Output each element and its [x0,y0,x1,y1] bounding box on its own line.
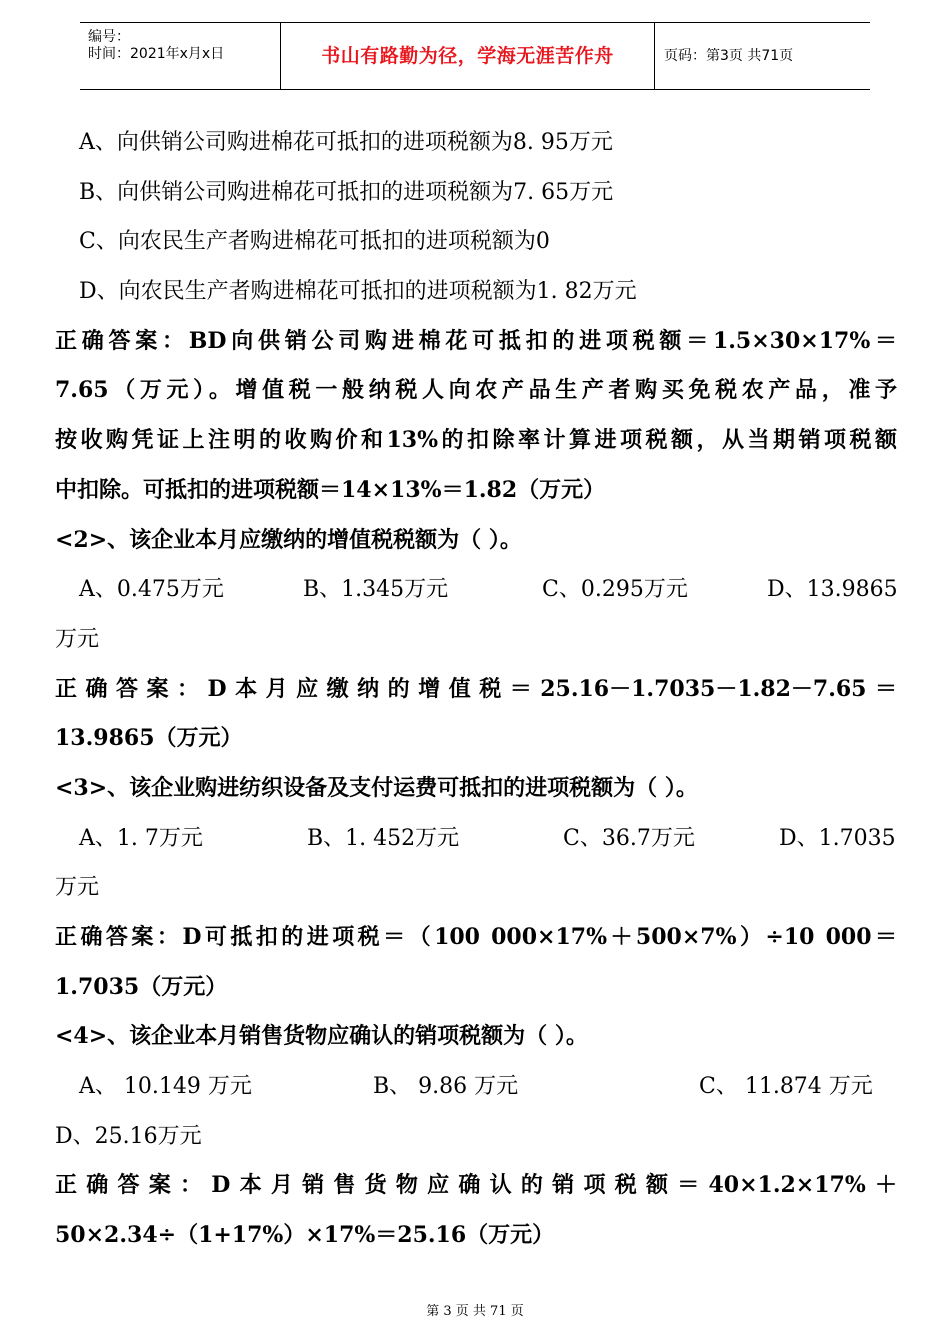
question-4: <4>、该企业本月销售货物应确认的销项税额为（ ）。 [55,1023,588,1050]
option-d: D、25.16万元 [55,1123,202,1149]
question-3: <3>、该企业购进纺织设备及支付运费可抵扣的进项税额为（ ）。 [55,774,698,801]
option-d: D、向农民生产者购进棉花可抵扣的进项税额为1. 82万元 [79,279,637,305]
options-row [55,1062,897,1112]
option-b: B、向供销公司购进棉花可抵扣的进项税额为7. 65万元 [79,179,614,205]
option-c: C、向农民生产者购进棉花可抵扣的进项税额为0 [79,229,550,255]
header-page-info: 页码：第3页 共71页 [664,48,794,64]
answer-line: 7.65（万元）。增值税一般纳税人向农产品生产者购买免税农产品，准予 [55,377,897,404]
answer-line: 正确答案：D可抵扣的进项税＝（100 000×17%＋500×7%）÷10 000＝ [55,924,897,950]
time-label: 时间：2021年x月x日 [88,46,225,62]
answer-line: 正确答案：D本月销售货物应确认的销项税额＝40×1.2×17%＋ [55,1172,897,1199]
options-row [55,565,897,615]
option-c: C、0.295万元 [542,577,688,603]
answer-line: 50×2.34÷（1+17%）×17%＝25.16（万元） [55,1222,555,1249]
page-header [80,22,870,90]
page-footer: 第 3 页 共 71 页 [426,1304,524,1319]
option-b: B、 9.86 万元 [373,1074,519,1100]
answer-line: 中扣除。可抵扣的进项税额＝14×13%＝1.82（万元） [55,476,606,503]
option-c: C、36.7万元 [563,825,695,851]
option-a: A、向供销公司购进棉花可抵扣的进项税额为8. 95万元 [79,130,613,155]
header-motto: 书山有路勤为径，学海无涯苦作舟 [281,23,655,89]
number-label: 编号： [88,29,130,45]
option-a: A、0.475万元 [79,577,224,603]
answer-line: 正确答案：BD向供销公司购进棉花可抵扣的进项税额＝1.5×30×17%＝ [55,327,897,354]
option-d: D、1.7035 [779,825,896,851]
option-continuation: 万元 [55,875,100,901]
answer-line: 按收购凭证上注明的收购价和13%的扣除率计算进项税额，从当期销项税额 [55,427,897,454]
answer-line: 1.7035（万元） [55,973,228,1000]
option-b: B、1.345万元 [303,577,449,603]
answer-line: 正确答案：D本月应缴纳的增值税＝25.16－1.7035－1.82－7.65＝ [55,675,897,702]
options-row [55,814,897,864]
question-2: <2>、该企业本月应缴纳的增值税税额为（ ）。 [55,526,522,553]
document-body [55,118,897,1261]
option-d: D、13.9865 [767,577,898,603]
option-b: B、1. 452万元 [307,825,460,851]
answer-line: 13.9865（万元） [55,725,243,752]
option-a: A、1. 7万元 [79,825,203,851]
option-continuation: 万元 [55,626,100,652]
header-meta [80,23,281,89]
option-c: C、 11.874 万元 [699,1074,873,1100]
option-a: A、 10.149 万元 [79,1074,252,1100]
